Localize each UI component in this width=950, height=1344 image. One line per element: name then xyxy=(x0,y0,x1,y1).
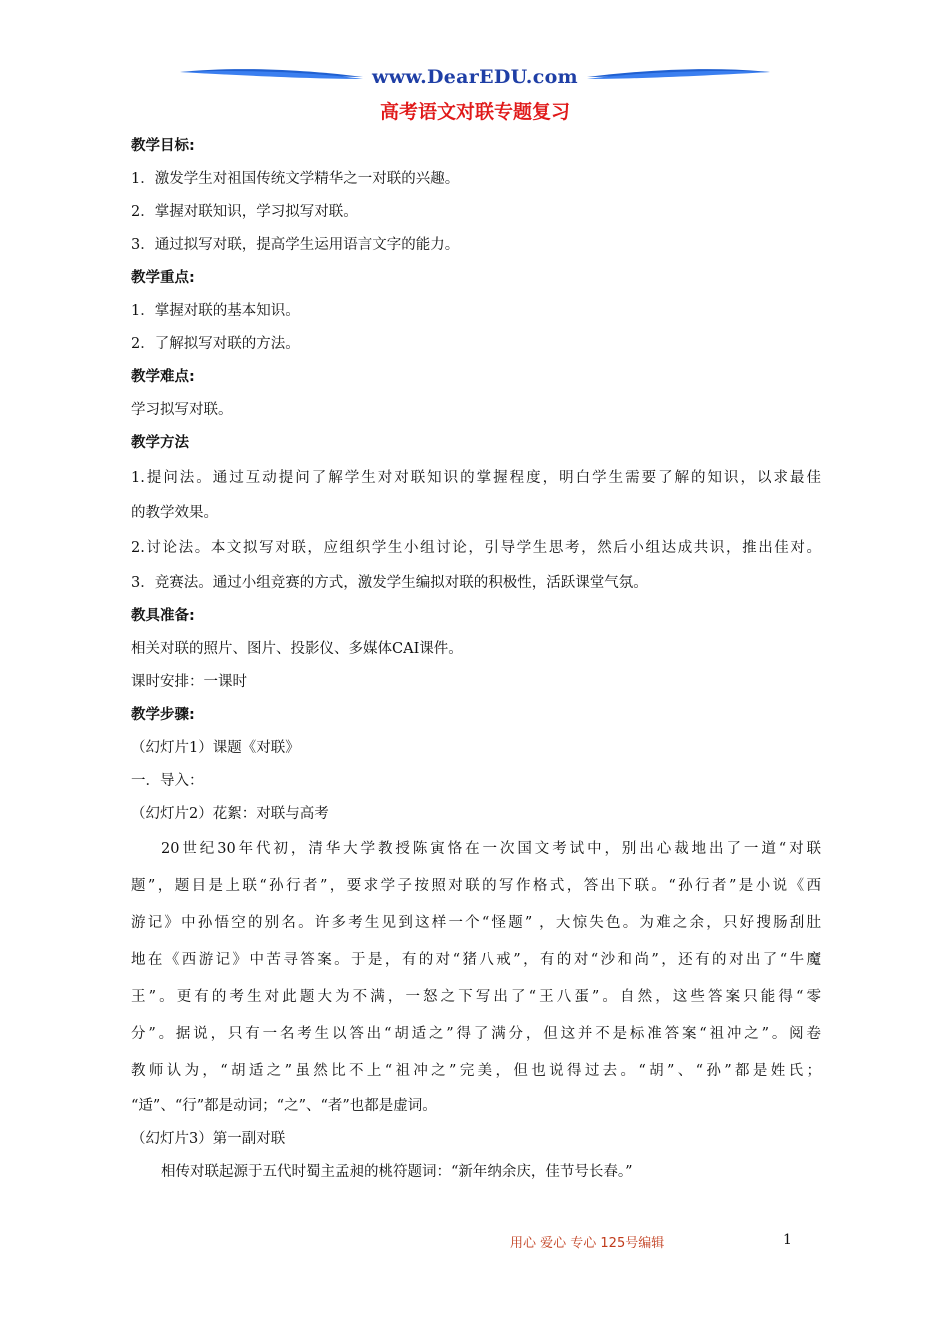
page-title: 高考语文对联专题复习 xyxy=(379,101,570,123)
goal-item: 3．通过拟写对联，提高学生运用语言文字的能力。 xyxy=(131,237,460,253)
key-point-item: 1．掌握对联的基本知识。 xyxy=(131,303,300,319)
method-item: 1.提问法。通过互动提问了解学生对对联知识的掌握程度，明白学生需要了解的知识，以求最佳 xyxy=(131,470,821,486)
document-body xyxy=(131,130,821,1189)
story-paragraph-line: 分”。据说，只有一名考生以答出“胡适之”得了满分，但这并不是标准答案“祖冲之”。阅卷 xyxy=(131,1026,821,1042)
difficulty-item: 学习拟写对联。 xyxy=(131,402,233,418)
story-paragraph-line: 教师认为，“胡适之”虽然比不上“祖冲之”完美，但也说得过去。“胡”、“孙”都是姓氏； xyxy=(131,1063,821,1079)
schedule-line: 课时安排：一课时 xyxy=(131,674,247,690)
goal-item: 2．掌握对联知识，学习拟写对联。 xyxy=(131,204,358,220)
difficulty-heading: 教学难点: xyxy=(131,369,195,385)
slide-note: （幻灯片2）花絮：对联与高考 xyxy=(131,806,329,822)
story-paragraph-line: 游记》中孙悟空的别名。许多考生见到这样一个“怪题” ，大惊失色。为难之余，只好搜肠刮肚 xyxy=(131,915,821,931)
site-banner xyxy=(178,64,772,94)
origin-paragraph: 相传对联起源于五代时蜀主孟昶的桃符题词：“新年纳余庆，佳节号长春。” xyxy=(161,1164,633,1180)
tools-heading: 教具准备: xyxy=(131,608,195,624)
goals-heading: 教学目标: xyxy=(131,138,195,154)
story-paragraph-line: 地在《西游记》中苦寻答案。于是，有的对“猪八戒”，有的对“沙和尚”，还有的对出了“牛魔 xyxy=(131,952,821,968)
steps-heading: 教学步骤: xyxy=(131,707,195,723)
tools-item: 相关对联的照片、图片、投影仪、多媒体CAI课件。 xyxy=(131,641,463,657)
story-paragraph-line: “适”、“行”都是动词；“之”、“者”也都是虚词。 xyxy=(131,1098,437,1114)
method-item: 的教学效果。 xyxy=(131,505,218,521)
footer-text: 用心 爱心 专心 125号编辑 xyxy=(510,1236,665,1251)
method-heading: 教学方法 xyxy=(131,435,189,451)
section-intro: 一．导入： xyxy=(131,773,204,789)
method-item: 3．竞赛法。通过小组竞赛的方式，激发学生编拟对联的积极性，活跃课堂气氛。 xyxy=(131,575,648,591)
story-paragraph-line: 题”，题目是上联“孙行者”，要求学子按照对联的写作格式，答出下联。“孙行者”是小说《西 xyxy=(131,878,821,894)
goal-item: 1．激发学生对祖国传统文学精华之一对联的兴趣。 xyxy=(131,171,460,187)
key-points-heading: 教学重点: xyxy=(131,270,195,286)
slide-note: （幻灯片3）第一副对联 xyxy=(131,1131,286,1147)
method-item: 2.讨论法。本文拟写对联，应组织学生小组讨论，引导学生思考，然后小组达成共识，推出佳对。 xyxy=(131,540,821,556)
story-paragraph-line: 王”。更有的考生对此题大为不满，一怒之下写出了“王八蛋”。自然，这些答案只能得“零 xyxy=(131,989,821,1005)
page-number: 1 xyxy=(783,1232,792,1248)
story-paragraph-line: 20世纪30年代初，清华大学教授陈寅恪在一次国文考试中，别出心裁地出了一道“对联 xyxy=(161,841,821,857)
key-point-item: 2．了解拟写对联的方法。 xyxy=(131,336,300,352)
slide-note: （幻灯片1）课题《对联》 xyxy=(131,740,300,756)
site-url: www.DearEDU.com xyxy=(372,66,578,88)
